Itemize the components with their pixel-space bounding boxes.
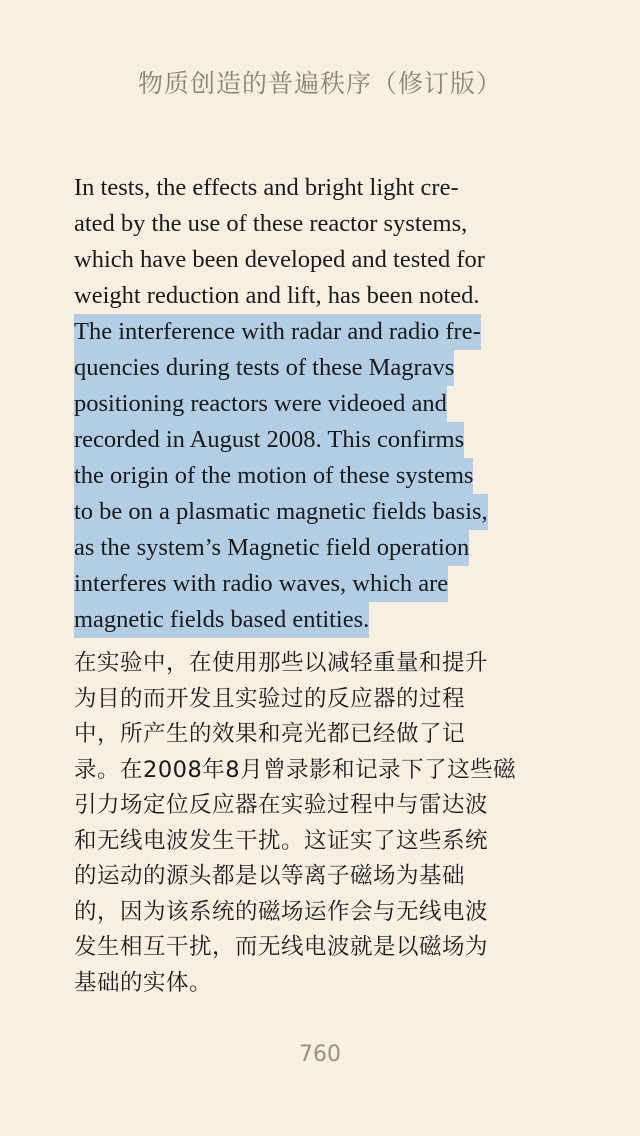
highlighted-line-wrapper[interactable] bbox=[74, 422, 568, 458]
text-line[interactable]: weight reduction and lift, has been noted. bbox=[74, 282, 480, 309]
highlighted-line-wrapper[interactable] bbox=[74, 530, 568, 566]
text-line[interactable]: which have been developed and tested for bbox=[74, 246, 485, 273]
page-content[interactable] bbox=[74, 170, 568, 1001]
text-line[interactable]: 中，所产生的效果和亮光都已经做了记 bbox=[74, 721, 466, 747]
text-line[interactable]: 引力场定位反应器在实验过程中与雷达波 bbox=[74, 792, 489, 818]
highlighted-text[interactable]: The interference with radar and radio fre- bbox=[74, 314, 481, 350]
page-number: 760 bbox=[299, 1042, 341, 1067]
highlighted-text[interactable]: to be on a plasmatic magnetic fields basis, bbox=[74, 494, 488, 530]
text-line[interactable]: 的，因为该系统的磁场运作会与无线电波 bbox=[74, 898, 489, 925]
highlighted-line-wrapper[interactable] bbox=[74, 602, 568, 638]
chinese-paragraph[interactable] bbox=[74, 646, 568, 1001]
highlighted-text[interactable]: quencies during tests of these Magravs bbox=[74, 350, 454, 386]
highlighted-line-wrapper[interactable] bbox=[74, 314, 568, 350]
highlighted-text[interactable]: magnetic fields based entities. bbox=[74, 602, 369, 638]
highlighted-line-wrapper[interactable] bbox=[74, 386, 568, 422]
text-line[interactable]: 和无线电波发生干扰。这证实了这些系统 bbox=[74, 827, 489, 854]
highlighted-line-wrapper[interactable] bbox=[74, 566, 568, 602]
book-title: 物质创造的普遍秩序（修订版） bbox=[137, 69, 502, 98]
highlighted-text[interactable]: as the system’s Magnetic field operation bbox=[74, 530, 469, 566]
highlighted-text[interactable]: interferes with radio waves, which are bbox=[74, 566, 448, 602]
highlighted-text[interactable]: recorded in August 2008. This confirms bbox=[74, 422, 464, 458]
highlighted-line-wrapper[interactable] bbox=[74, 350, 568, 386]
text-line[interactable]: In tests, the effects and bright light cre- bbox=[74, 174, 459, 201]
text-line[interactable]: 录。在2008年8月曾录影和记录下了这些磁 bbox=[74, 756, 517, 783]
text-line[interactable]: 发生相互干扰，而无线电波就是以磁场为 bbox=[74, 934, 489, 960]
highlighted-text[interactable]: the origin of the motion of these systems bbox=[74, 458, 473, 494]
highlighted-line-wrapper[interactable] bbox=[74, 458, 568, 494]
text-line[interactable]: 基础的实体。 bbox=[74, 969, 213, 996]
text-line[interactable]: 为目的而开发且实验过的反应器的过程 bbox=[74, 685, 466, 712]
highlighted-text[interactable]: positioning reactors were videoed and bbox=[74, 386, 447, 422]
highlighted-line-wrapper[interactable] bbox=[74, 494, 568, 530]
text-line[interactable]: ated by the use of these reactor systems, bbox=[74, 210, 468, 237]
text-line[interactable]: 在实验中，在使用那些以减轻重量和提升 bbox=[74, 650, 489, 676]
text-line[interactable]: 的运动的源头都是以等离子磁场为基础 bbox=[74, 863, 466, 889]
